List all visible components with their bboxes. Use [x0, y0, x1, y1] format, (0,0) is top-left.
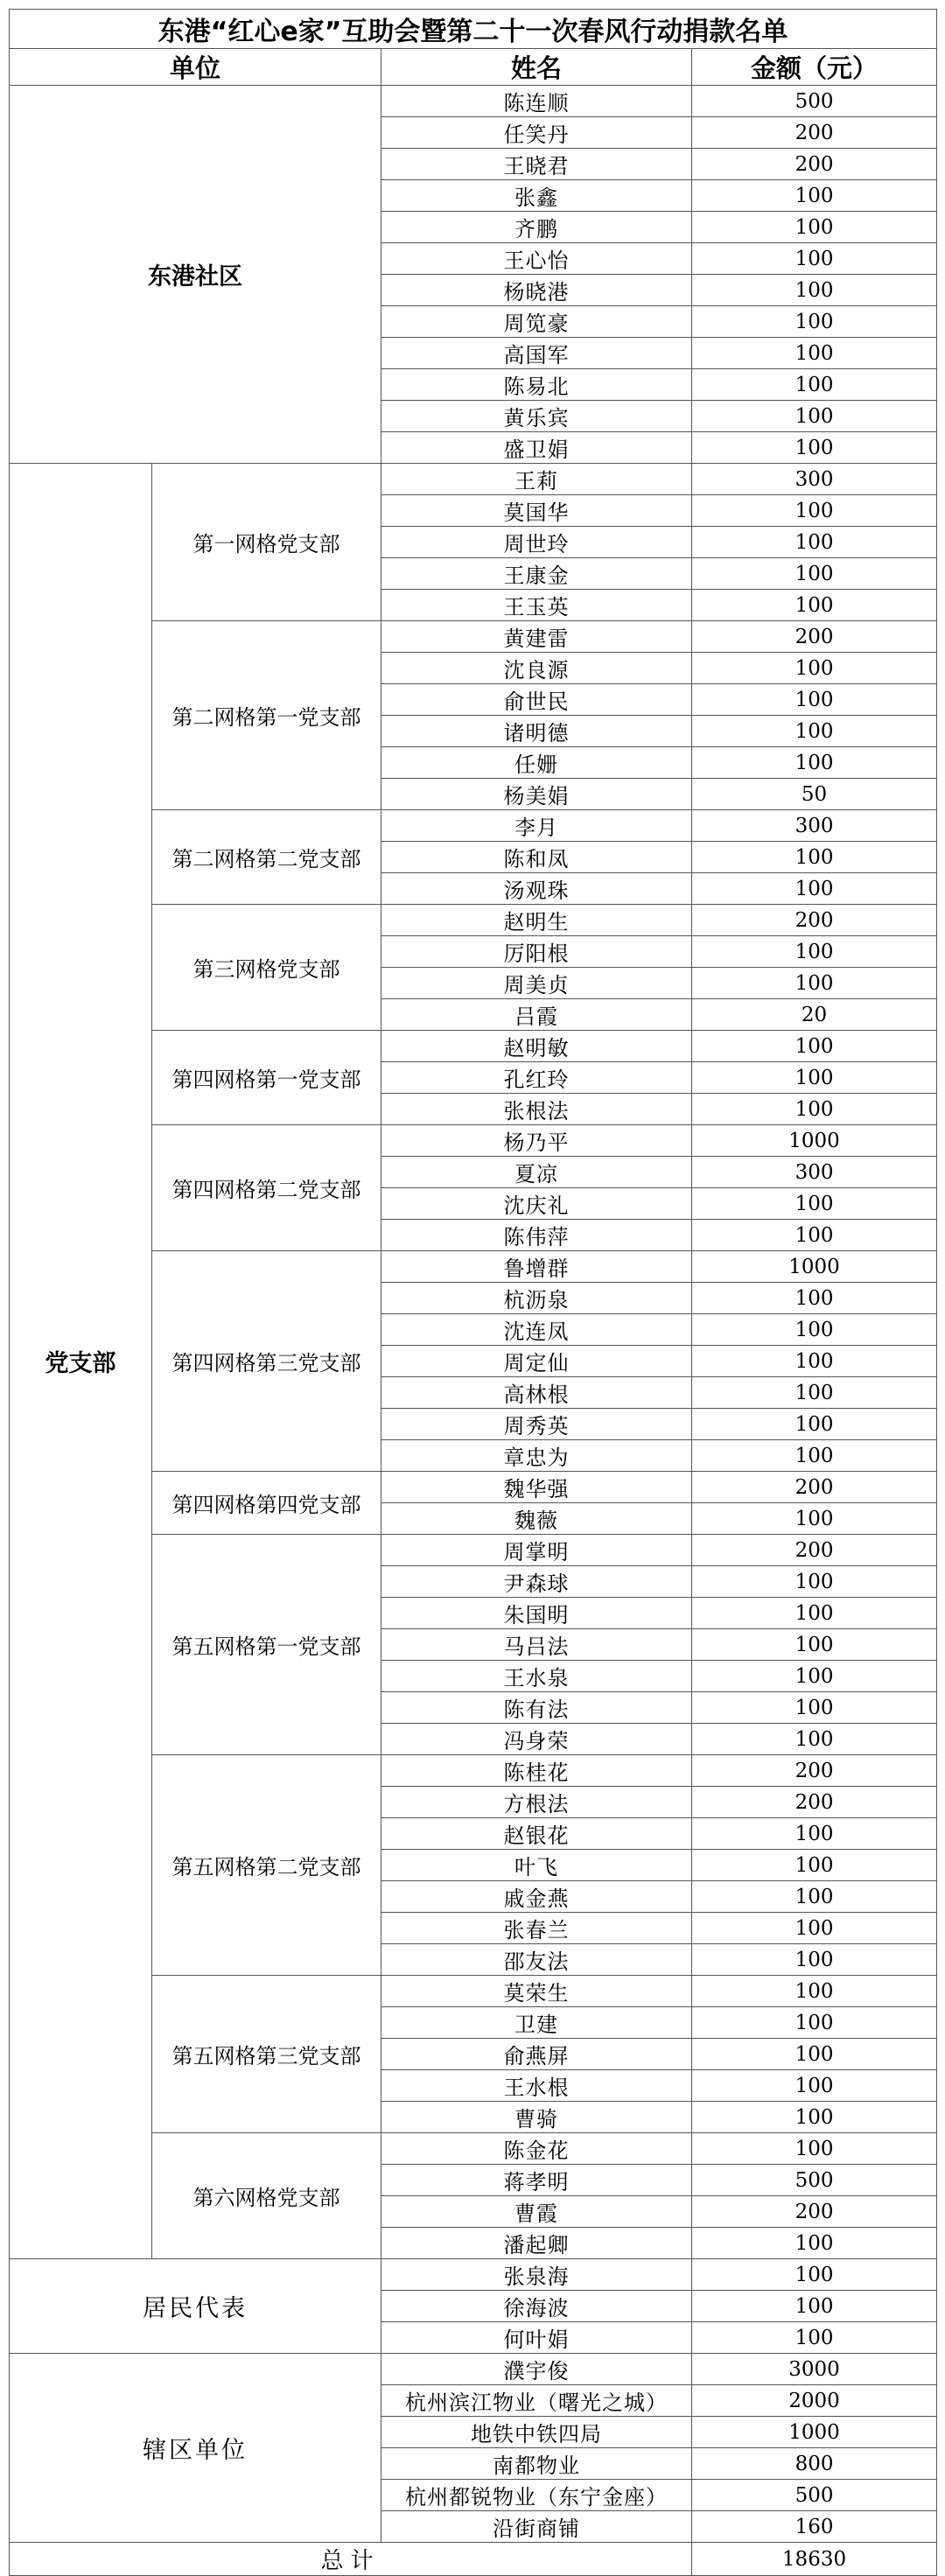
donation-amount: 300: [692, 464, 937, 495]
table-row: [10, 2354, 937, 2385]
donation-amount: 100: [692, 1598, 937, 1629]
donor-name: 王莉: [382, 464, 692, 495]
donor-name: 陈有法: [382, 1692, 692, 1724]
donation-amount: 100: [692, 590, 937, 621]
donation-amount: 100: [692, 2133, 937, 2165]
donor-name: 沈良源: [382, 653, 692, 684]
table-row: [10, 86, 937, 117]
branch-label: 第二网格第二党支部: [152, 810, 382, 905]
total-label: 总计: [10, 2543, 692, 2576]
donation-amount: 300: [692, 1157, 937, 1188]
branch-label: 第二网格第一党支部: [152, 621, 382, 810]
donation-amount: 100: [692, 1314, 937, 1346]
donor-name: 曹骑: [382, 2102, 692, 2133]
donation-amount: 100: [692, 2291, 937, 2322]
donor-name: 周定仙: [382, 1346, 692, 1377]
donor-name: 曹霞: [382, 2196, 692, 2228]
donation-amount: 50: [692, 779, 937, 810]
donation-amount: 160: [692, 2511, 937, 2543]
donation-amount: 20: [692, 999, 937, 1031]
branch-label: 第六网格党支部: [152, 2133, 382, 2259]
donation-amount: 1000: [692, 1251, 937, 1283]
donation-amount: 100: [692, 1377, 937, 1409]
donation-amount: 100: [692, 1976, 937, 2007]
donor-name: 黄建雷: [382, 621, 692, 653]
donation-amount: 100: [692, 1850, 937, 1881]
donation-amount: 100: [692, 1913, 937, 1944]
donor-name: 蒋孝明: [382, 2165, 692, 2196]
donor-name: 赵银花: [382, 1818, 692, 1850]
donation-amount: 500: [692, 86, 937, 117]
donor-name: 任姗: [382, 747, 692, 779]
donation-amount: 100: [692, 747, 937, 779]
donor-name: 周掌明: [382, 1535, 692, 1566]
donor-name: 徐海波: [382, 2291, 692, 2322]
donation-amount: 100: [692, 936, 937, 968]
donation-amount: 100: [692, 716, 937, 747]
table-row: [10, 464, 937, 495]
donation-amount: 100: [692, 968, 937, 999]
donor-name: 张春兰: [382, 1913, 692, 1944]
donation-amount: 200: [692, 905, 937, 936]
branch-label: 第四网格第四党支部: [152, 1472, 382, 1535]
donor-name: 俞燕屏: [382, 2039, 692, 2070]
donor-name: 陈金花: [382, 2133, 692, 2165]
donor-name: 杭州滨江物业（曙光之城）: [382, 2385, 692, 2417]
donation-amount: 200: [692, 1535, 937, 1566]
donor-name: 周秀英: [382, 1409, 692, 1440]
donor-name: 邵友法: [382, 1944, 692, 1976]
section-label: 东港社区: [10, 86, 382, 464]
donation-amount: 100: [692, 2259, 937, 2291]
donation-amount: 100: [692, 653, 937, 684]
donor-name: 张鑫: [382, 180, 692, 212]
donation-amount: 100: [692, 2102, 937, 2133]
donor-name: 鲁增群: [382, 1251, 692, 1283]
donor-name: 吕霞: [382, 999, 692, 1031]
donor-name: 齐鹏: [382, 212, 692, 243]
donor-name: 沿街商铺: [382, 2511, 692, 2543]
donation-amount: 100: [692, 527, 937, 558]
section-label: 居民代表: [10, 2259, 382, 2354]
donation-amount: 100: [692, 1188, 937, 1220]
donor-name: 沈连凤: [382, 1314, 692, 1346]
donor-name: 马吕法: [382, 1629, 692, 1661]
branch-label: 第三网格党支部: [152, 905, 382, 1031]
donor-name: 濮宇俊: [382, 2354, 692, 2385]
donor-name: 莫国华: [382, 495, 692, 527]
section-label: 党支部: [10, 464, 152, 2259]
section-label: 辖区单位: [10, 2354, 382, 2543]
donor-name: 叶飞: [382, 1850, 692, 1881]
donor-name: 王水根: [382, 2070, 692, 2102]
header-amount: 金额（元）: [692, 49, 937, 86]
donor-name: 赵明敏: [382, 1031, 692, 1062]
donation-amount: 100: [692, 1881, 937, 1913]
donor-name: 王晓君: [382, 149, 692, 180]
branch-label: 第四网格第一党支部: [152, 1031, 382, 1125]
branch-label: 第五网格第二党支部: [152, 1755, 382, 1976]
donor-name: 潘起卿: [382, 2228, 692, 2259]
donation-amount: 100: [692, 558, 937, 590]
donor-name: 厉阳根: [382, 936, 692, 968]
donation-amount: 2000: [692, 2385, 937, 2417]
donor-name: 莫荣生: [382, 1976, 692, 2007]
donor-name: 诸明德: [382, 716, 692, 747]
donor-name: 王心怡: [382, 243, 692, 275]
total-value: 18630: [692, 2543, 937, 2576]
branch-label: 第五网格第一党支部: [152, 1535, 382, 1755]
donor-name: 汤观珠: [382, 873, 692, 905]
donation-amount: 100: [692, 1724, 937, 1755]
donor-name: 地铁中铁四局: [382, 2417, 692, 2448]
donor-name: 陈桂花: [382, 1755, 692, 1787]
donor-name: 杨美娟: [382, 779, 692, 810]
donor-name: 尹森球: [382, 1566, 692, 1598]
donation-amount: 100: [692, 1566, 937, 1598]
donation-amount: 3000: [692, 2354, 937, 2385]
donation-amount: 100: [692, 2228, 937, 2259]
donation-amount: 200: [692, 1755, 937, 1787]
donation-amount: 100: [692, 338, 937, 369]
donor-name: 杨晓港: [382, 275, 692, 306]
header-unit: 单位: [10, 49, 382, 86]
donor-name: 沈庆礼: [382, 1188, 692, 1220]
donation-amount: 100: [692, 1440, 937, 1472]
donation-amount: 100: [692, 1220, 937, 1251]
donation-amount: 100: [692, 180, 937, 212]
donation-amount: 100: [692, 1692, 937, 1724]
donation-amount: 100: [692, 684, 937, 716]
donation-amount: 100: [692, 1409, 937, 1440]
donor-name: 方根法: [382, 1787, 692, 1818]
total-row: [10, 2543, 937, 2576]
donor-name: 杨乃平: [382, 1125, 692, 1157]
donor-name: 任笑丹: [382, 117, 692, 149]
donation-amount: 800: [692, 2448, 937, 2480]
donation-amount: 200: [692, 117, 937, 149]
donor-name: 陈连顺: [382, 86, 692, 117]
donation-amount: 100: [692, 1818, 937, 1850]
donation-amount: 100: [692, 1283, 937, 1314]
donation-amount: 200: [692, 1787, 937, 1818]
donor-name: 魏华强: [382, 1472, 692, 1503]
donor-name: 赵明生: [382, 905, 692, 936]
donation-amount: 200: [692, 621, 937, 653]
donation-amount: 100: [692, 275, 937, 306]
donation-amount: 1000: [692, 2417, 937, 2448]
donor-name: 夏凉: [382, 1157, 692, 1188]
donation-list-table: [9, 9, 937, 2576]
donor-name: 王玉英: [382, 590, 692, 621]
donation-amount: 100: [692, 495, 937, 527]
donor-name: 王康金: [382, 558, 692, 590]
donation-amount: 200: [692, 149, 937, 180]
donor-name: 王水泉: [382, 1661, 692, 1692]
donor-name: 卫建: [382, 2007, 692, 2039]
header-name: 姓名: [382, 49, 692, 86]
title-row: [10, 10, 937, 49]
donor-name: 何叶娟: [382, 2322, 692, 2354]
donor-name: 陈和凤: [382, 842, 692, 873]
donor-name: 张根法: [382, 1094, 692, 1125]
donation-amount: 100: [692, 1094, 937, 1125]
donation-amount: 100: [692, 2007, 937, 2039]
donation-amount: 100: [692, 873, 937, 905]
donor-name: 俞世民: [382, 684, 692, 716]
donation-amount: 100: [692, 306, 937, 338]
donation-amount: 500: [692, 2480, 937, 2511]
donor-name: 杭沥泉: [382, 1283, 692, 1314]
donation-amount: 100: [692, 1661, 937, 1692]
donor-name: 冯身荣: [382, 1724, 692, 1755]
donor-name: 南都物业: [382, 2448, 692, 2480]
donor-name: 章忠为: [382, 1440, 692, 1472]
branch-label: 第四网格第二党支部: [152, 1125, 382, 1251]
branch-label: 第一网格党支部: [152, 464, 382, 621]
donation-amount: 100: [692, 401, 937, 432]
donation-amount: 100: [692, 842, 937, 873]
donor-name: 杭州都锐物业（东宁金座）: [382, 2480, 692, 2511]
donor-name: 陈易北: [382, 369, 692, 401]
donor-name: 周笕豪: [382, 306, 692, 338]
donation-amount: 100: [692, 1503, 937, 1535]
branch-label: 第五网格第三党支部: [152, 1976, 382, 2133]
donor-name: 戚金燕: [382, 1881, 692, 1913]
header-row: [10, 49, 937, 86]
donor-name: 魏薇: [382, 1503, 692, 1535]
donation-amount: 100: [692, 2039, 937, 2070]
donation-amount: 100: [692, 432, 937, 464]
donor-name: 周美贞: [382, 968, 692, 999]
donor-name: 张泉海: [382, 2259, 692, 2291]
donation-amount: 100: [692, 212, 937, 243]
donor-name: 高林根: [382, 1377, 692, 1409]
donation-amount: 100: [692, 1346, 937, 1377]
donor-name: 朱国明: [382, 1598, 692, 1629]
donation-amount: 500: [692, 2165, 937, 2196]
donor-name: 孔红玲: [382, 1062, 692, 1094]
donation-amount: 200: [692, 1472, 937, 1503]
donation-amount: 200: [692, 2196, 937, 2228]
table-body: [10, 10, 937, 2576]
branch-label: 第四网格第三党支部: [152, 1251, 382, 1472]
donation-amount: 100: [692, 2070, 937, 2102]
donation-amount: 1000: [692, 1125, 937, 1157]
donation-amount: 100: [692, 243, 937, 275]
donor-name: 李月: [382, 810, 692, 842]
donation-amount: 100: [692, 1062, 937, 1094]
donor-name: 陈伟萍: [382, 1220, 692, 1251]
donor-name: 高国军: [382, 338, 692, 369]
donation-amount: 100: [692, 1629, 937, 1661]
donor-name: 黄乐宾: [382, 401, 692, 432]
donor-name: 盛卫娟: [382, 432, 692, 464]
donation-amount: 300: [692, 810, 937, 842]
donation-amount: 100: [692, 1031, 937, 1062]
donation-amount: 100: [692, 369, 937, 401]
donation-amount: 100: [692, 2322, 937, 2354]
sheet-title: 东港“红心e家”互助会暨第二十一次春风行动捐款名单: [10, 10, 937, 49]
donor-name: 周世玲: [382, 527, 692, 558]
donation-amount: 100: [692, 1944, 937, 1976]
table-row: [10, 2259, 937, 2291]
